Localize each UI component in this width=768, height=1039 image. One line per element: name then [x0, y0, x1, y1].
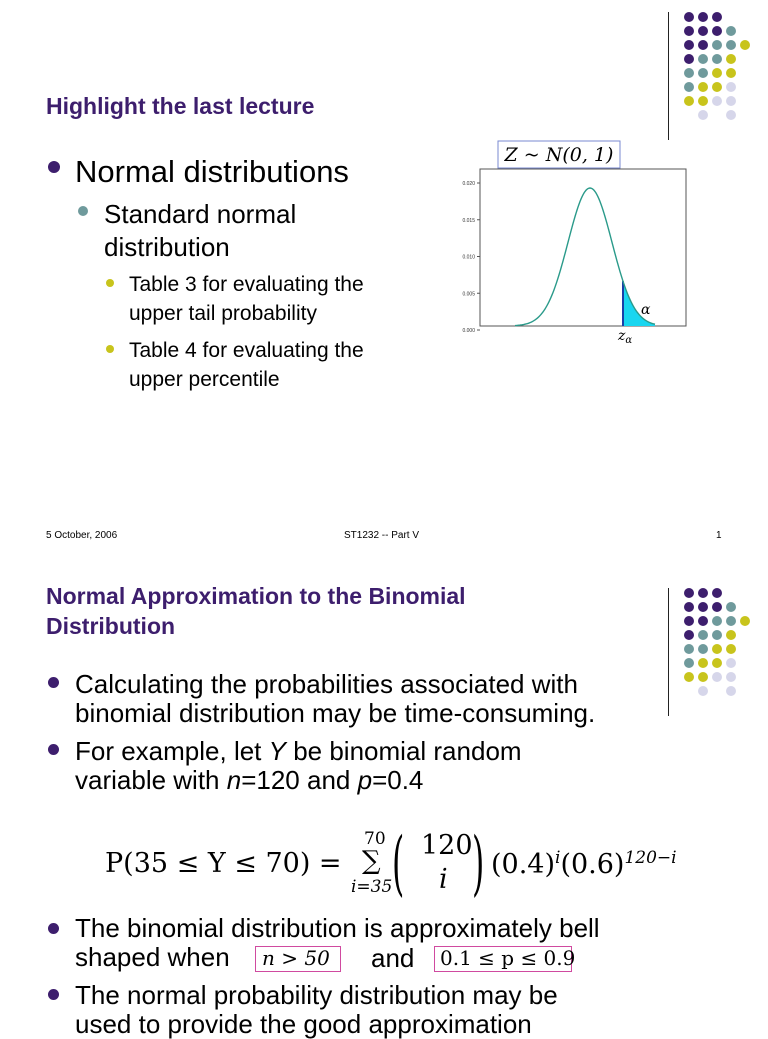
item-line-2: upper percentile — [129, 368, 280, 391]
sub-bullet-line-1: Standard normal — [104, 199, 297, 229]
z-alpha-label: $z_\alpha$ — [618, 328, 633, 346]
bullet-line-1: The binomial distribution is approximately bell — [75, 913, 600, 943]
footer-page-number: 1 — [716, 530, 722, 541]
alpha-label: α — [641, 302, 651, 318]
bullet-marker — [48, 744, 59, 755]
divider-line — [668, 12, 669, 140]
formula-rhs: $(0.4)^i(0.6)^{120-i}$ — [491, 848, 677, 880]
bullet-line-1: Calculating the probabilities associated with — [75, 669, 578, 699]
slide-2 — [0, 512, 768, 1039]
y-tick-label: 0.020 — [462, 181, 475, 187]
item-bullet-marker — [106, 345, 114, 353]
bullet-example — [75, 737, 522, 795]
paren-left: ( — [392, 822, 405, 904]
bullet-line-2: variable with n=120 and p=0.4 — [75, 765, 424, 795]
condition-n: n > 50 — [262, 946, 330, 970]
condition-p: 0.1 ≤ p ≤ 0.9 — [440, 946, 576, 970]
title-line-2: Distribution — [46, 613, 176, 639]
footer-date: 5 October, 2006 — [46, 530, 118, 541]
y-axis-ticks — [462, 181, 480, 334]
item-bullet-marker — [106, 279, 114, 287]
slide-title — [46, 581, 466, 641]
bullet-line-1: For example, let Y be binomial random — [75, 736, 522, 766]
plot-frame — [480, 169, 686, 326]
sub-bullet-marker — [78, 206, 88, 216]
bullet-line-1: The normal probability distribution may be — [75, 980, 558, 1010]
figure-caption: Z ~ N(0, 1) — [504, 144, 614, 166]
and-label: and — [371, 943, 415, 973]
dot-decoration — [684, 12, 764, 122]
bullet-marker — [48, 677, 59, 688]
binom-bottom: i — [439, 864, 448, 895]
sum-upper: 70 — [364, 829, 386, 849]
y-tick-label: 0.015 — [462, 217, 475, 224]
y-tick-label: 0.005 — [462, 291, 475, 298]
bullet-calculating — [75, 670, 595, 728]
item-line-1: Table 4 for evaluating the — [129, 339, 364, 362]
bullet-line-2: binomial distribution may be time-consuming. — [75, 698, 596, 728]
item-line-1: Table 3 for evaluating the — [129, 273, 364, 296]
slide-title: Highlight the last lecture — [46, 93, 315, 119]
bullet-marker — [48, 989, 59, 1000]
binom-top: 120 — [421, 830, 473, 861]
y-tick-label: 0.000 — [462, 328, 475, 334]
paren-right: ) — [472, 822, 485, 904]
bullet-line-2: shaped when — [75, 942, 230, 972]
bullet-line-2: used to provide the good approximation — [75, 1009, 532, 1039]
item-line-2: upper tail probability — [129, 302, 317, 325]
bullet-marker — [48, 161, 60, 173]
sum-lower: i=35 — [351, 877, 393, 897]
sub-bullet-line-2: distribution — [104, 232, 230, 262]
bullet-normal-approx — [75, 981, 558, 1039]
item-table-3 — [129, 270, 364, 328]
item-table-4 — [129, 336, 364, 394]
dot-decoration — [684, 588, 764, 698]
bullet-normal-distributions: Normal distributions — [75, 154, 349, 189]
binomial-formula — [105, 824, 685, 904]
sum-sign: ∑ — [362, 846, 381, 876]
normal-distribution-figure — [455, 140, 695, 350]
divider-line — [668, 588, 669, 716]
title-line-1: Normal Approximation to the Binomial — [46, 583, 466, 609]
formula-lhs: P(35 ≤ Y ≤ 70) = — [105, 848, 342, 879]
footer-course: ST1232 -- Part V — [344, 530, 420, 541]
sub-bullet-standard-normal — [104, 198, 296, 264]
y-tick-label: 0.010 — [462, 254, 475, 261]
bullet-marker — [48, 923, 59, 934]
